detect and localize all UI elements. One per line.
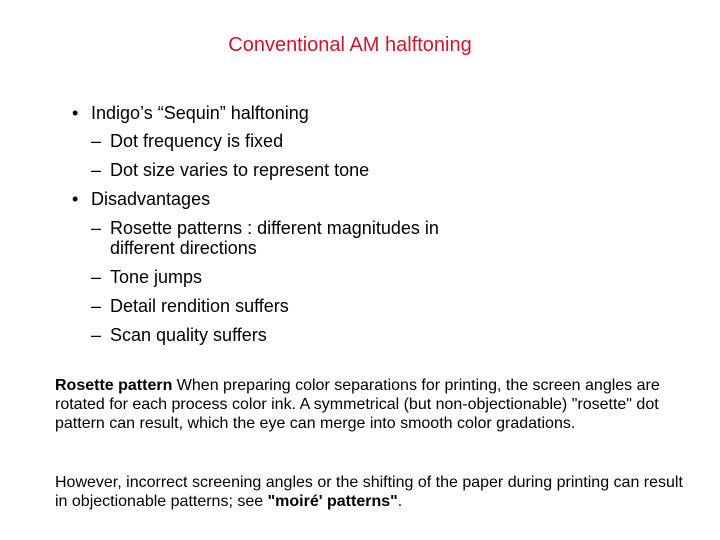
definition-paragraph — [55, 376, 685, 433]
sub-bullet-text: Dot size varies to represent tone — [110, 160, 370, 180]
sub-bullet-text: Rosette patterns : different magnitudes in — [110, 218, 439, 238]
definition-text: When preparing color separations for printing, the screen angles are rotated for each process color ink. A symmetrical (but non-objectionable) "rosette" dot pattern can result, which the eye can merge into smooth color gradations. — [55, 377, 660, 432]
note-paragraph — [55, 473, 685, 511]
sub-bullet-text: Scan quality suffers — [110, 325, 267, 345]
sub-bullet-text: Dot frequency is fixed — [110, 131, 284, 151]
sub-bullet-text: Tone jumps — [110, 267, 203, 287]
slide-title: Conventional AM halftoning — [228, 34, 472, 56]
bullet-marker: • — [72, 103, 79, 123]
dash-marker: – — [91, 131, 102, 151]
note-end: . — [397, 493, 403, 510]
bullet-text: Disadvantages — [91, 189, 211, 209]
dash-marker: – — [91, 267, 102, 287]
dash-marker: – — [91, 160, 102, 180]
dash-marker: – — [91, 325, 102, 345]
dash-marker: – — [91, 218, 102, 238]
note-text: However, incorrect screening angles or the shifting of the paper during printing can result in objectionable patterns; see — [55, 474, 683, 510]
definition-term: Rosette pattern — [55, 377, 173, 394]
sub-bullet-text: different directions — [110, 238, 257, 258]
bullet-text: Indigo’s “Sequin” halftoning — [91, 103, 309, 123]
sub-bullet-text: Detail rendition suffers — [110, 296, 289, 316]
dash-marker: – — [91, 296, 102, 316]
moire-link[interactable]: "moiré' patterns" — [267, 493, 398, 510]
bullet-marker: • — [72, 189, 79, 209]
